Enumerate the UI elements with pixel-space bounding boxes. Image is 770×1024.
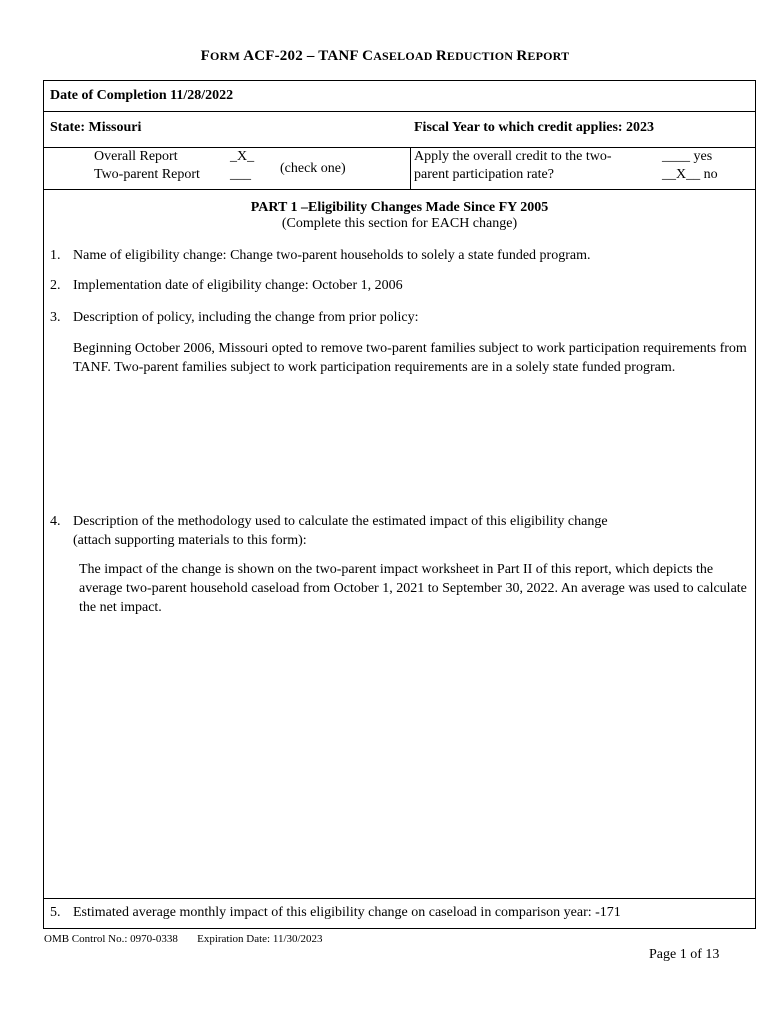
methodology-description-text: The impact of the change is shown on the two-parent impact worksheet in Part II of this report, which depicts the average two-parent household caseload from October 1, 2021 to September 30, 2022. An average was used to calculate the net impact. [79, 562, 747, 615]
state-field: State: Missouri [50, 120, 142, 135]
methodology-label: Description of the methodology used to calculate the estimated impact of this eligibility change [73, 514, 608, 529]
divider [44, 898, 755, 899]
implementation-date: Implementation date of eligibility change: October 1, 2006 [73, 278, 403, 293]
methodology-label-line2: (attach supporting materials to this form): [73, 533, 307, 548]
page-number: Page 1 of 13 [649, 947, 720, 962]
two-parent-report-label: Two-parent Report [94, 167, 200, 182]
part1-heading: PART 1 –Eligibility Changes Made Since FY 2005 [250, 200, 549, 215]
apply-credit-no[interactable]: __X__ no [662, 167, 718, 182]
apply-credit-yes[interactable]: ____ yes [662, 149, 713, 164]
part1-subheading: (Complete this section for EACH change) [281, 216, 518, 231]
item-number: 1. [50, 248, 61, 263]
estimated-impact: Estimated average monthly impact of this eligibility change on caseload in comparison year: -171 [73, 905, 621, 920]
footer-omb: OMB Control No.: 0970-0338 Expiration Date: 11/30/2023 [44, 933, 323, 945]
item-number: 4. [50, 514, 61, 529]
divider [44, 189, 755, 190]
overall-report-label: Overall Report [94, 149, 178, 164]
eligibility-change-name: Name of eligibility change: Change two-parent households to solely a state funded program. [73, 248, 591, 263]
apply-credit-question-line2: parent participation rate? [414, 167, 554, 182]
item-number: 2. [50, 278, 61, 293]
completion-date: Date of Completion 11/28/2022 [50, 88, 234, 103]
form-frame [43, 80, 756, 929]
item-number: 5. [50, 905, 61, 920]
fiscal-year-field: Fiscal Year to which credit applies: 2023 [414, 120, 655, 135]
check-one-note: (check one) [280, 161, 346, 176]
divider [44, 111, 755, 112]
policy-description-text: Beginning October 2006, Missouri opted to remove two-parent families subject to work participation requirements from TANF. Two-parent families subject to work participation requirements are in a solely state funded program. [73, 341, 747, 375]
apply-credit-question-line1: Apply the overall credit to the two- [414, 149, 612, 164]
form-title: FORM ACF-202 – TANF CASELOAD REDUCTION REPORT [200, 48, 570, 64]
two-parent-report-checkbox[interactable]: ___ [230, 167, 251, 182]
overall-report-checkbox[interactable]: _X_ [230, 149, 255, 164]
item-number: 3. [50, 310, 61, 325]
policy-description-label: Description of policy, including the change from prior policy: [73, 310, 419, 325]
column-divider [410, 147, 411, 189]
footer-expiration: Expiration Date: 11/30/2023 [197, 933, 323, 945]
